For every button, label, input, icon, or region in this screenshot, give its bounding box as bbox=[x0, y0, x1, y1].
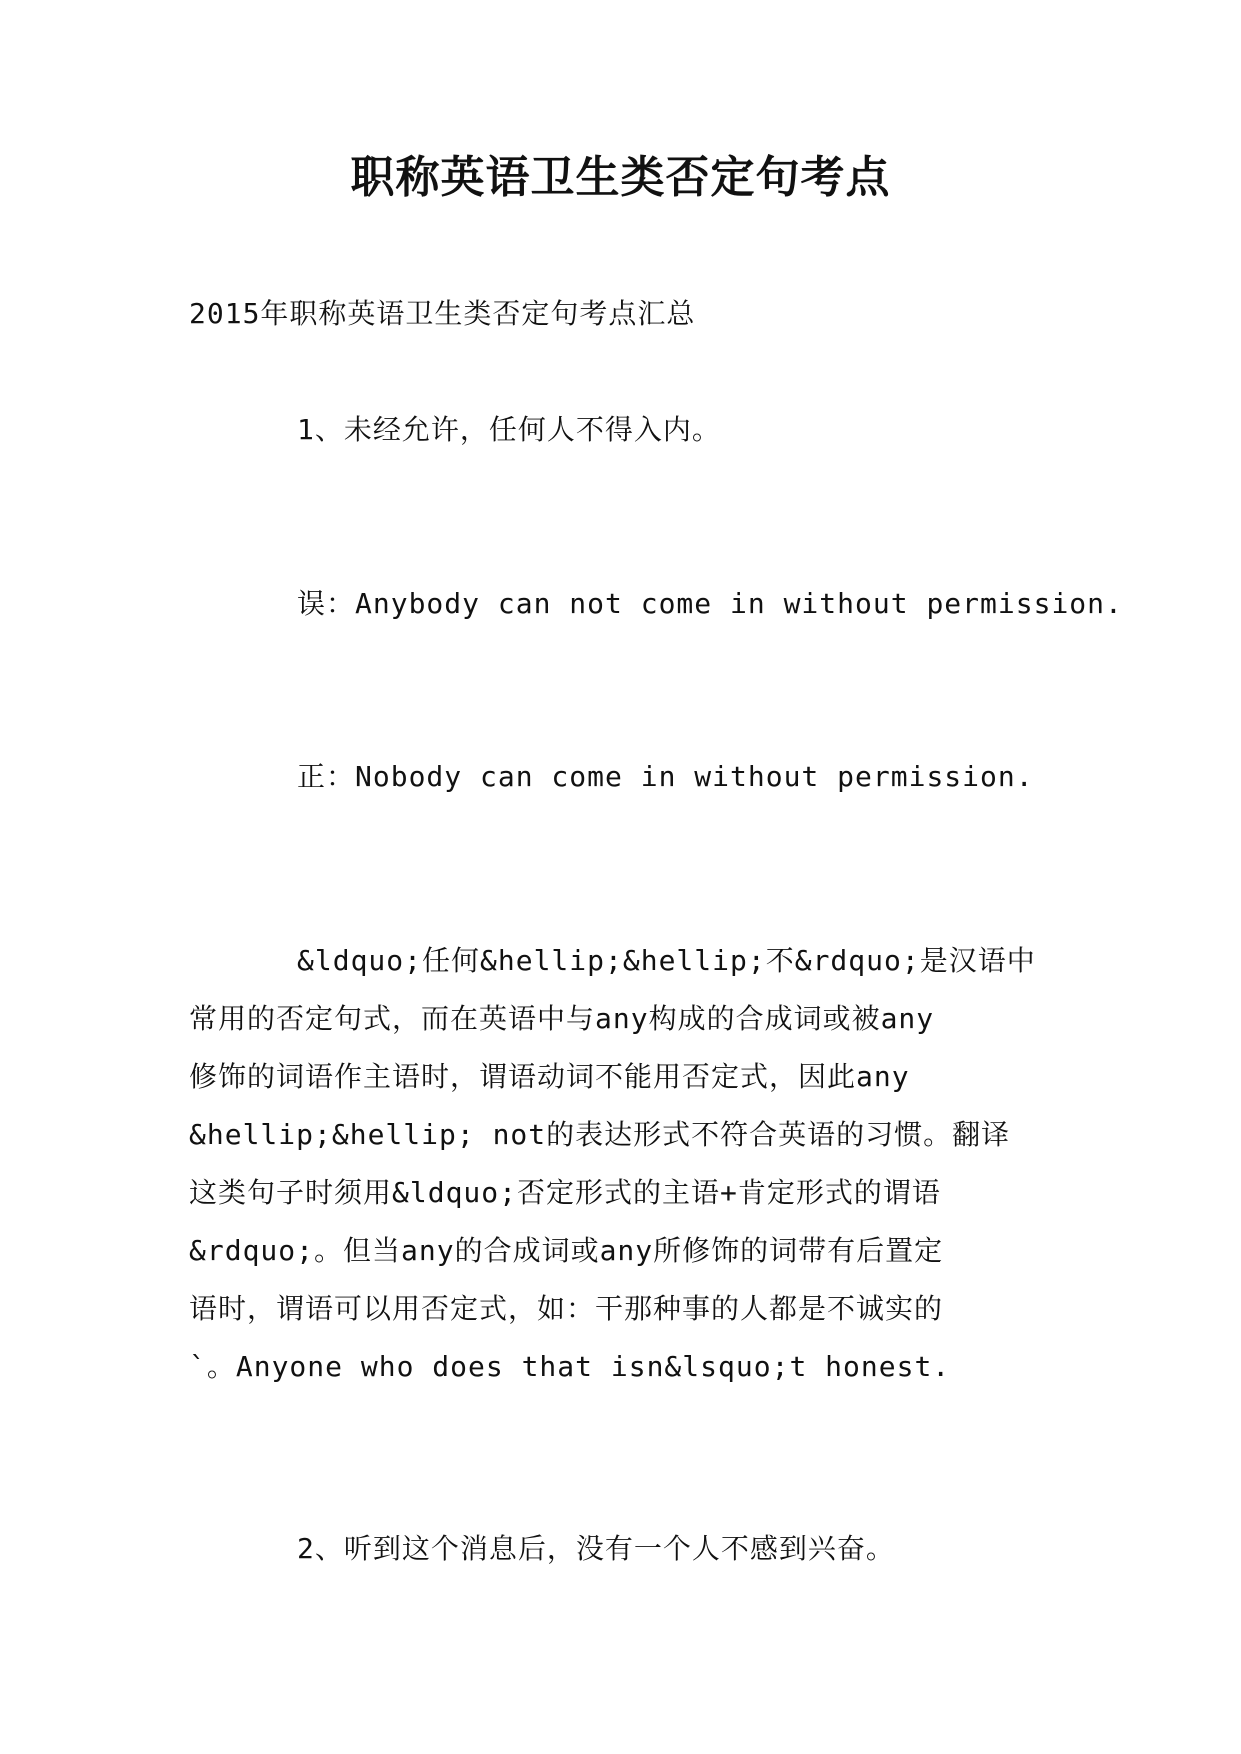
paragraph-line: &ldquo;任何&hellip;&hellip;不&rdquo;是汉语中 bbox=[297, 944, 1036, 977]
paragraph-line: `。Anyone who does that isn&lsquo;t honest. bbox=[189, 1350, 951, 1383]
wrong-answer: 误：Anybody can not come in without permission. bbox=[297, 587, 1123, 620]
paragraph-line: 修饰的词语作主语时，谓语动词不能用否定式，因此any bbox=[189, 1060, 910, 1093]
question-1: 1、未经允许，任何人不得入内。 bbox=[297, 413, 721, 446]
question-2: 2、听到这个消息后，没有一个人不感到兴奋。 bbox=[297, 1532, 895, 1565]
paragraph-line: &rdquo;。但当any的合成词或any所修饰的词带有后置定 bbox=[189, 1234, 944, 1267]
paragraph-line: 常用的否定句式，而在英语中与any构成的合成词或被any bbox=[189, 1002, 935, 1035]
document-title: 职称英语卫生类否定句考点 bbox=[350, 152, 891, 203]
paragraph-line: &hellip;&hellip; not的表达形式不符合英语的习惯。翻译 bbox=[189, 1118, 1011, 1151]
explanation-paragraph bbox=[189, 932, 1049, 1396]
correct-answer: 正：Nobody can come in without permission. bbox=[297, 760, 1034, 793]
document-subtitle: 2015年职称英语卫生类否定句考点汇总 bbox=[189, 297, 696, 330]
paragraph-line: 语时，谓语可以用否定式，如：干那种事的人都是不诚实的 bbox=[189, 1292, 944, 1325]
paragraph-line: 这类句子时须用&ldquo;否定形式的主语+肯定形式的谓语 bbox=[189, 1176, 941, 1209]
